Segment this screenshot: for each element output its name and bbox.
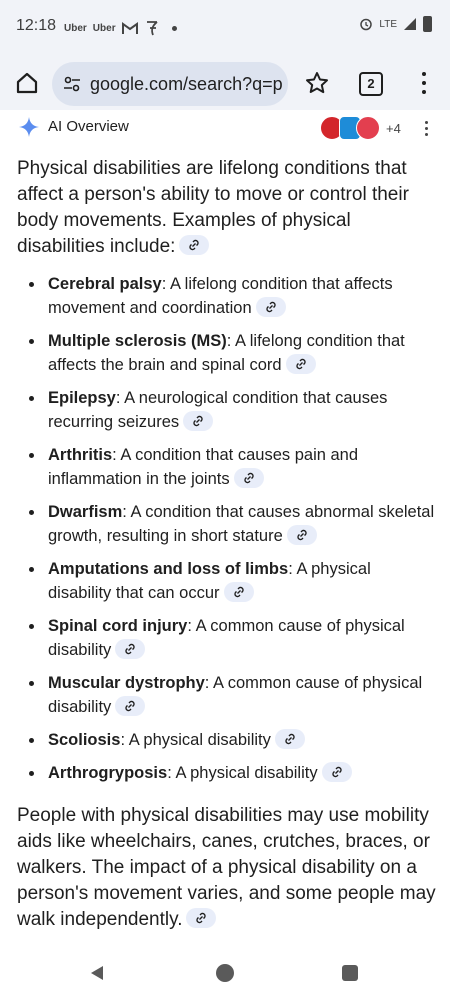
- outro-paragraph: [17, 803, 437, 933]
- intro-paragraph: [17, 156, 437, 260]
- citation-link-icon[interactable]: [287, 525, 317, 545]
- list-item: [17, 614, 437, 662]
- system-nav-bar: [0, 950, 450, 1000]
- condition-term: Arthritis: [48, 446, 113, 464]
- condition-term: Spinal cord injury: [48, 617, 188, 635]
- list-item: [17, 329, 437, 377]
- citation-link-icon[interactable]: [183, 411, 213, 431]
- outro-text: People with physical disabilities may use mobility aids like wheelchairs, canes, crutches, braces, or walkers. The impact of a physical disability on a person's movement varies, and some people may walk independently.: [17, 805, 436, 930]
- url-text[interactable]: google.com/search?q=p: [90, 73, 283, 94]
- list-item: [17, 272, 437, 320]
- list-item: [17, 761, 437, 785]
- recents-icon[interactable]: [342, 965, 358, 981]
- list-item: [17, 443, 437, 491]
- threads-icon: [144, 20, 160, 36]
- red-source-icon[interactable]: [356, 116, 380, 140]
- notification-icons: [64, 20, 177, 36]
- ai-overview-content: [17, 156, 437, 933]
- condition-term: Scoliosis: [48, 731, 121, 749]
- more-sources-count[interactable]: +4: [386, 120, 401, 136]
- citation-link-icon[interactable]: [286, 354, 316, 374]
- condition-desc: : A physical disability that can occur: [48, 560, 371, 602]
- citation-link-icon[interactable]: [275, 729, 305, 749]
- ai-sparkle-icon: [18, 116, 40, 138]
- citation-link-icon[interactable]: [115, 639, 145, 659]
- uber-notification-icon: Uber: [64, 22, 87, 34]
- list-item: [17, 671, 437, 719]
- condition-term: Arthrogryposis: [48, 764, 168, 782]
- condition-desc: : A physical disability: [167, 764, 318, 782]
- condition-desc: : A common cause of physical disability: [48, 617, 405, 659]
- status-bar: [0, 0, 450, 56]
- citation-link-icon[interactable]: [322, 762, 352, 782]
- condition-desc: : A neurological condition that causes recurring seizures: [48, 389, 388, 431]
- browser-menu-icon[interactable]: [420, 72, 428, 96]
- gmail-icon: [122, 22, 138, 35]
- source-favicons[interactable]: [320, 116, 401, 140]
- condition-desc: : A lifelong condition that affects the brain and spinal cord: [48, 332, 405, 374]
- ai-overview-header: [0, 112, 450, 146]
- battery-icon: [423, 16, 432, 32]
- list-item: [17, 557, 437, 605]
- signal-icon: [403, 17, 417, 31]
- citation-link-icon[interactable]: [256, 297, 286, 317]
- alarm-icon: [359, 17, 373, 31]
- back-icon[interactable]: [88, 964, 106, 982]
- tab-switcher-button[interactable]: 2: [359, 72, 383, 96]
- conditions-list: [17, 272, 437, 785]
- condition-desc: : A lifelong condition that affects movement and coordination: [48, 275, 393, 317]
- list-item: [17, 500, 437, 548]
- condition-desc: : A physical disability: [120, 731, 271, 749]
- citation-link-icon[interactable]: [234, 468, 264, 488]
- citation-link-icon[interactable]: [186, 908, 216, 928]
- condition-term: Muscular dystrophy: [48, 674, 205, 692]
- condition-desc: : A condition that causes pain and inflammation in the joints: [48, 446, 359, 488]
- site-settings-icon[interactable]: [62, 74, 82, 94]
- condition-term: Cerebral palsy: [48, 275, 162, 293]
- citation-link-icon[interactable]: [179, 235, 209, 255]
- intro-text: Physical disabilities are lifelong conditions that affect a person's ability to move or control their body movements. Examples of physical disabilities include:: [17, 158, 409, 257]
- list-item: [17, 728, 437, 752]
- uber-notification-icon: Uber: [92, 22, 116, 34]
- ai-overview-menu-icon[interactable]: [425, 121, 429, 139]
- browser-toolbar: [0, 56, 450, 110]
- status-time: 12:18: [16, 17, 57, 34]
- bookmark-star-icon[interactable]: [304, 70, 330, 96]
- citation-link-icon[interactable]: [224, 582, 254, 602]
- condition-term: Amputations and loss of limbs: [48, 560, 289, 578]
- condition-term: Multiple sclerosis (MS): [48, 332, 227, 350]
- network-type: LTE: [379, 18, 397, 30]
- citation-link-icon[interactable]: [115, 696, 145, 716]
- condition-desc: : A condition that causes abnormal skeletal growth, resulting in short stature: [48, 503, 435, 545]
- home-nav-icon[interactable]: [216, 964, 234, 982]
- address-bar[interactable]: [52, 62, 288, 106]
- home-icon[interactable]: [14, 70, 40, 96]
- system-status: [359, 16, 432, 32]
- ai-overview-title: AI Overview: [48, 118, 129, 135]
- condition-desc: : A common cause of physical disability: [48, 674, 423, 716]
- list-item: [17, 386, 437, 434]
- condition-term: Dwarfism: [48, 503, 123, 521]
- condition-term: Epilepsy: [48, 389, 116, 407]
- more-notifications-dot: [172, 26, 177, 31]
